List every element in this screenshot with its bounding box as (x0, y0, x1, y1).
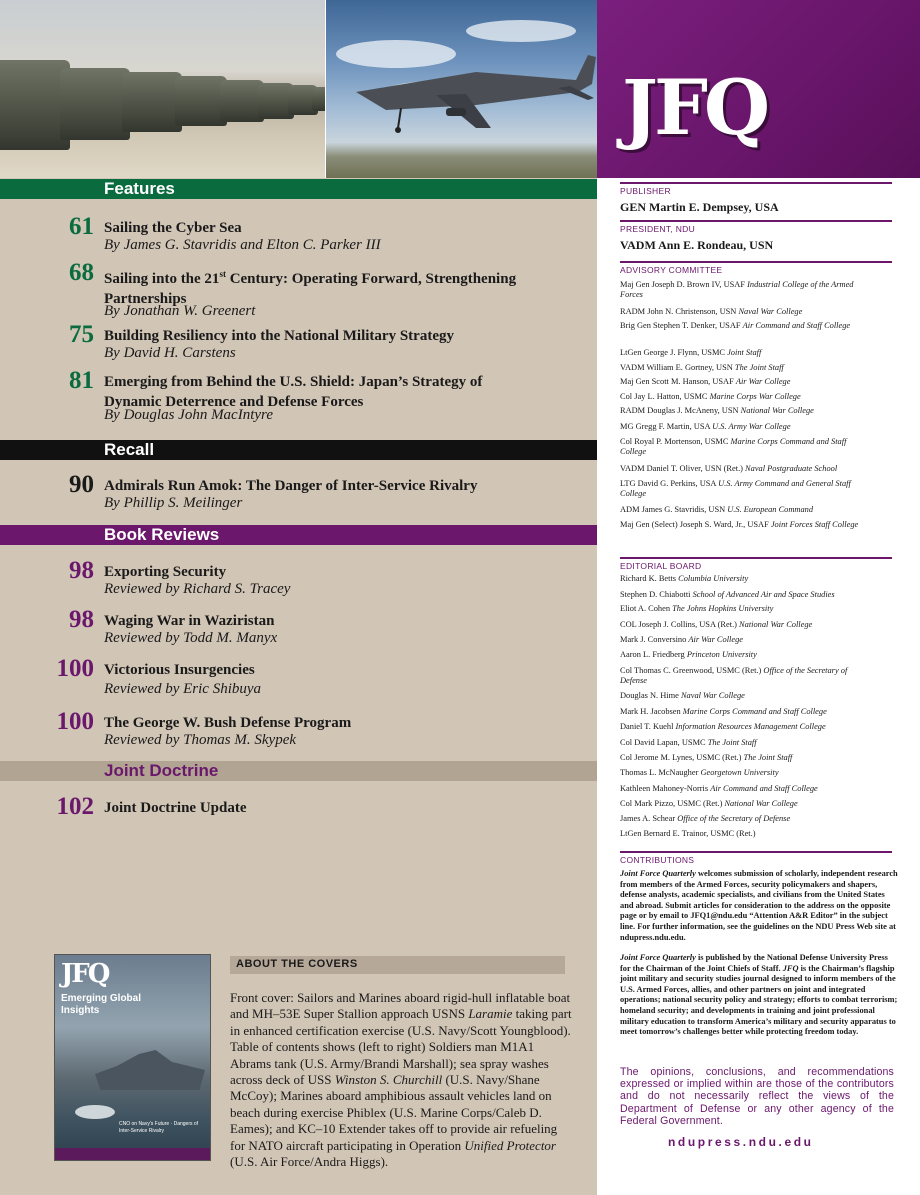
board-member (620, 406, 865, 416)
about-text-part: Front cover: Sailors and Marines aboard rigid-hull inflatable boat and MH–53E Super Stallion approach USNS (230, 990, 571, 1022)
member-name: Maj Gen Scott M. Hanson, USAF (620, 377, 736, 386)
member-affiliation: Columbia University (678, 574, 749, 583)
member-affiliation: Marine Corps War College (709, 392, 801, 401)
about-covers-header (230, 956, 565, 974)
article-author: By James G. Stavridis and Elton C. Parker III (104, 237, 381, 253)
title-superscript: st (219, 269, 226, 279)
page-number: 100 (56, 708, 94, 735)
paragraph-text: is published by the National Defense University Press for the Chairman of the Joint Chiefs of Staff. (620, 953, 888, 973)
journal-name: Joint Force Quarterly (620, 869, 696, 878)
article-author: Reviewed by Thomas M. Skypek (104, 732, 297, 748)
member-name: Richard K. Betts (620, 574, 679, 583)
member-affiliation: U.S. Army War College (712, 422, 791, 431)
member-name: Maj Gen (Select) Joseph S. Ward, Jr., USAF (620, 520, 771, 529)
member-affiliation: Marine Corps Command and Staff College (682, 707, 827, 716)
member-affiliation: Air Command and Staff College (710, 784, 818, 793)
board-member (620, 635, 865, 645)
article-title: Waging War in Waziristan (104, 613, 275, 629)
paragraph-text: welcomes submission of scholarly, independent research from members of the Armed Forces, security policymakers and shapers, defense analysts, academic specialists, and civilians from the United States and abroad. Submit articles for consideration to the address on the opposite page or by email to JFQ1@ndu.edu “Attention A&R Editor” in the subject line. For further information, see the guidelines on the NDU Press Web site at ndupress.ndu.edu. (620, 869, 898, 942)
member-name: Aaron L. Friedberg (620, 650, 687, 659)
boat-icon (75, 1105, 115, 1119)
member-affiliation: National War College (740, 406, 814, 415)
jfq-logo: JFQ (622, 63, 767, 152)
member-name: Col Thomas C. Greenwood, USMC (Ret.) (620, 666, 764, 675)
website-link[interactable]: ndupress.ndu.edu (668, 1135, 814, 1149)
article-title: Joint Doctrine Update (104, 800, 247, 816)
article-title: The George W. Bush Defense Program (104, 715, 352, 731)
member-affiliation: Joint Staff (727, 348, 762, 357)
article-author: By Douglas John MacIntyre (104, 407, 273, 423)
header-label: PUBLISHER (620, 186, 671, 196)
header-label: PRESIDENT, NDU (620, 224, 696, 234)
board-member (620, 768, 865, 778)
board-member (620, 784, 865, 794)
board-member (620, 321, 865, 331)
board-member (620, 829, 865, 839)
article-author: By Jonathan W. Greenert (104, 303, 256, 319)
publisher-name: GEN Martin E. Dempsey, USA (620, 200, 779, 214)
aircraft-icon (326, 0, 597, 178)
board-member (620, 590, 865, 600)
contributions-paragraph (620, 869, 898, 943)
board-member (620, 814, 865, 824)
section-header-joint-doctrine (0, 761, 597, 781)
member-name: Col David Lapan, USMC (620, 738, 708, 747)
member-affiliation: Air War College (735, 377, 791, 386)
member-name: Col Royal P. Mortenson, USMC (620, 437, 731, 446)
section-header-book-reviews (0, 525, 597, 545)
amphibious-vehicles-photo (0, 0, 325, 178)
board-member (620, 799, 865, 809)
member-name: VADM Daniel T. Oliver, USN (Ret.) (620, 464, 746, 473)
section-header-recall (0, 440, 597, 460)
board-member (620, 650, 865, 660)
publisher-header (620, 182, 892, 196)
journal-name: Joint Force Quarterly (620, 953, 696, 962)
member-name: Mark H. Jacobsen (620, 707, 683, 716)
article-title: Victorious Insurgencies (104, 662, 255, 678)
about-text-italic: Unified Protector (464, 1137, 556, 1153)
board-member (620, 738, 865, 748)
section-header-features (0, 179, 597, 199)
member-affiliation: National War College (739, 620, 813, 629)
about-text-italic: Laramie (468, 1006, 513, 1022)
board-member (620, 422, 865, 432)
title-part: Sailing into the 21 (104, 271, 220, 287)
member-affiliation: Office of the Secretary of Defense (620, 666, 848, 685)
member-name: Douglas N. Hime (620, 691, 681, 700)
member-name: Mark J. Conversino (620, 635, 689, 644)
disclaimer-text: The opinions, conclusions, and recommendations expressed or implied within are those of the contributors and do not necessarily reflect the views of the Department of Defense or any other agency of the Federal Government. (620, 1066, 894, 1127)
section-title: Recall (104, 440, 155, 459)
member-name: COL Joseph J. Collins, USA (Ret.) (620, 620, 740, 629)
board-member (620, 691, 865, 701)
page-number: 81 (69, 367, 94, 394)
page-number: 102 (56, 793, 94, 820)
board-member (620, 666, 865, 686)
board-member (620, 464, 865, 474)
member-affiliation: Industrial College of the Armed Forces (620, 280, 854, 299)
kc10-aircraft-photo (326, 0, 597, 178)
member-affiliation: U.S. Army Command and General Staff College (620, 479, 851, 498)
member-affiliation: Naval Postgraduate School (745, 464, 838, 473)
article-title: Admirals Run Amok: The Danger of Inter-Service Rivalry (104, 478, 478, 494)
member-affiliation: Office of the Secretary of Defense (677, 814, 791, 823)
publication-paragraph (620, 953, 898, 1038)
member-affiliation: Georgetown University (700, 768, 779, 777)
cover-logo: JFQ (61, 959, 109, 989)
journal-abbrev: JFQ (782, 963, 799, 973)
member-affiliation: Air Command and Staff College (742, 321, 851, 330)
ship-icon (95, 1050, 205, 1090)
page-number: 98 (69, 557, 94, 584)
board-member (620, 363, 865, 373)
member-name: RADM Douglas J. McAneny, USN (620, 406, 741, 415)
page-number: 68 (69, 259, 94, 286)
section-title: Features (104, 179, 175, 198)
board-member (620, 479, 865, 499)
about-text-part: taking part in enhanced certification exercise (U.S. Navy/Scott Youngblood). Table of contents shows (left to right) Soldiers man M1A1 Abrams tank (U.S. Army/Brandi Marshall); sea spray washes across deck of USS (230, 1006, 572, 1088)
member-name: Daniel T. Kuehl (620, 722, 676, 731)
board-member (620, 707, 865, 717)
header-label: EDITORIAL BOARD (620, 561, 702, 571)
board-member (620, 505, 865, 515)
board-member (620, 280, 865, 300)
article-title: Exporting Security (104, 564, 227, 580)
board-member (620, 348, 865, 358)
article-author: Reviewed by Eric Shibuya (104, 681, 262, 697)
member-name: MG Gregg F. Martin, USA (620, 422, 713, 431)
member-affiliation: Marine Corps Command and Staff College (620, 437, 847, 456)
member-affiliation: The Joint Staff (707, 738, 757, 747)
article-title: Sailing the Cyber Sea (104, 220, 242, 236)
editorial-header (620, 557, 892, 571)
member-name: LTG David G. Perkins, USA (620, 479, 719, 488)
cover-thumbnail (54, 954, 211, 1161)
member-affiliation: The Joint Staff (743, 753, 793, 762)
board-member (620, 307, 865, 317)
president-header (620, 220, 892, 234)
member-affiliation: School of Advanced Air and Space Studies (692, 590, 835, 599)
member-affiliation: U.S. European Command (727, 505, 814, 514)
member-name: Kathleen Mahoney-Norris (620, 784, 711, 793)
board-member (620, 392, 865, 402)
page-number: 75 (69, 321, 94, 348)
title-part: Century: Operating Forward, Strengthening Partnerships (104, 271, 517, 307)
article-title: Emerging from Behind the U.S. Shield: Japan’s Strategy of Dynamic Deterrence and Defense Forces (104, 374, 483, 410)
president-name: VADM Ann E. Rondeau, USN (620, 238, 774, 252)
article-author: Reviewed by Richard S. Tracey (104, 581, 291, 597)
member-name: Eliot A. Cohen (620, 604, 673, 613)
cover-title: Emerging Global Insights (61, 993, 142, 1016)
article-title: Building Resiliency into the National Military Strategy (104, 328, 454, 344)
cover-note: CNO on Navy's Future · Dangers of Inter-Service Rivalry (119, 1121, 199, 1134)
member-affiliation: Joint Forces Staff College (770, 520, 859, 529)
about-covers-title: ABOUT THE COVERS (236, 958, 358, 970)
board-member (620, 722, 865, 732)
board-member (620, 520, 865, 530)
contributions-header (620, 851, 892, 865)
about-text-part: (U.S. Navy/Shane McCoy); Marines aboard amphibious assault vehicles land on beach during exercise Phiblex (U.S. Marine Corps/Caleb D. Eames); and KC–10 Extender takes off to provide air refueling for NATO aircraft participating in Operation (230, 1072, 558, 1153)
member-name: LtGen George J. Flynn, USMC (620, 348, 728, 357)
board-member (620, 437, 865, 457)
article-author: Reviewed by Todd M. Manyx (104, 630, 278, 646)
about-text-italic: Winston S. Churchill (334, 1072, 443, 1088)
board-member (620, 377, 865, 387)
member-name: RADM John N. Christenson, USN (620, 307, 739, 316)
member-affiliation: National War College (724, 799, 798, 808)
page-number: 98 (69, 606, 94, 633)
member-affiliation: Naval War College (738, 307, 803, 316)
cover-footer (55, 1148, 210, 1160)
masthead-panel (597, 0, 920, 178)
section-title: Book Reviews (104, 525, 220, 544)
member-affiliation: Princeton University (686, 650, 757, 659)
member-affiliation: Naval War College (680, 691, 745, 700)
member-affiliation: Information Resources Management College (675, 722, 826, 731)
member-name: ADM James G. Stavridis, USN (620, 505, 728, 514)
header-label: ADVISORY COMMITTEE (620, 265, 723, 275)
about-covers-text (230, 990, 572, 1170)
member-name: Thomas L. McNaugher (620, 768, 701, 777)
advisory-header (620, 261, 892, 275)
member-name: VADM William E. Gortney, USN (620, 363, 735, 372)
board-member (620, 753, 865, 763)
paragraph-text: is the Chairman’s flagship joint military and security studies journal designed to inform members of the U.S. Armed Forces, allies, and other partners on joint and integrated operations; national security policy and strategy; efforts to combat terrorism; homeland security; and developments in training and joint professional military education to transform America’s military and security apparatus to meet tomorrow’s challenges better while protecting freedom today. (620, 963, 898, 1037)
member-name: Col Mark Pizzo, USMC (Ret.) (620, 799, 725, 808)
header-label: CONTRIBUTIONS (620, 855, 695, 865)
page-number: 61 (69, 213, 94, 240)
member-affiliation: The Johns Hopkins University (672, 604, 774, 613)
member-name: Col Jerome M. Lynes, USMC (Ret.) (620, 753, 744, 762)
section-title: Joint Doctrine (104, 761, 219, 780)
board-member (620, 604, 865, 614)
page-number: 100 (56, 655, 94, 682)
member-name: Brig Gen Stephen T. Denker, USAF (620, 321, 743, 330)
article-author: By Phillip S. Meilinger (104, 495, 243, 511)
article-author: By David H. Carstens (104, 345, 236, 361)
member-affiliation: Air War College (688, 635, 743, 644)
board-member (620, 620, 865, 630)
board-member (620, 574, 865, 584)
member-affiliation: The Joint Staff (734, 363, 784, 372)
page-number: 90 (69, 471, 94, 498)
member-name: Stephen D. Chiabotti (620, 590, 693, 599)
about-text-part: (U.S. Air Force/Andra Higgs). (230, 1154, 389, 1170)
member-name: James A. Schear (620, 814, 678, 823)
member-name: LtGen Bernard E. Trainor, USMC (Ret.) (620, 829, 756, 838)
member-name: Maj Gen Joseph D. Brown IV, USAF (620, 280, 748, 289)
member-name: Col Jay L. Hatton, USMC (620, 392, 710, 401)
